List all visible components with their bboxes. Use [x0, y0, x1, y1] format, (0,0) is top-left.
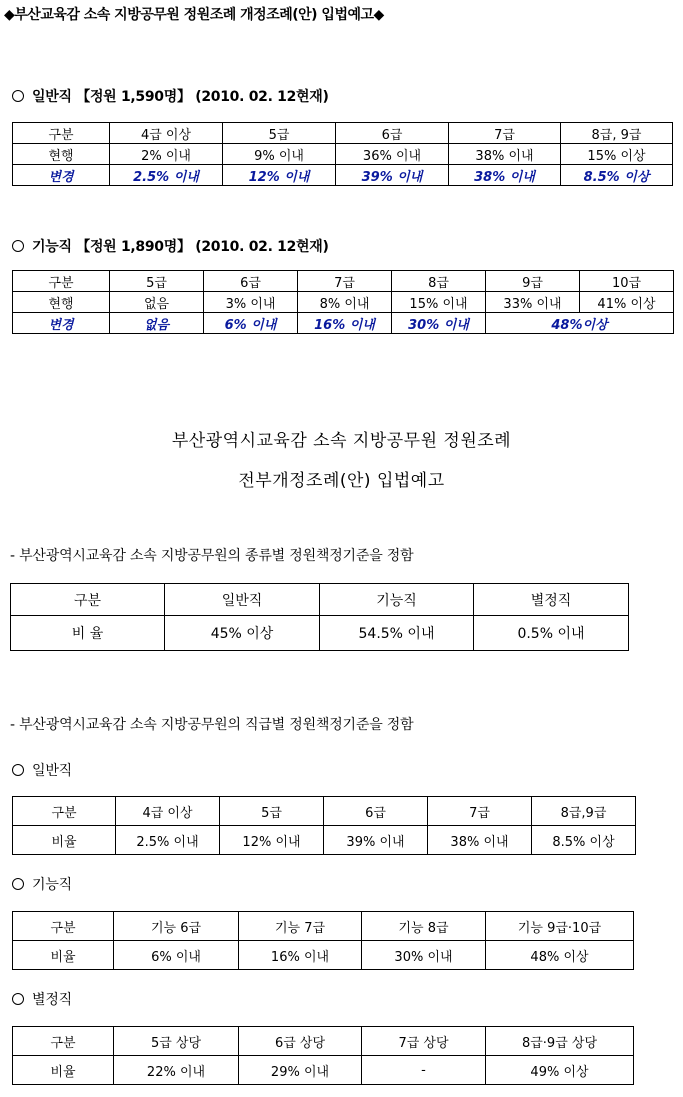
grade-general-label-text: 일반직 [32, 763, 72, 779]
notice-title-line2: 전부개정조례(안) 입법예고 [238, 471, 445, 491]
table-cell: 30% 이내 [392, 313, 486, 334]
grade-special-label-text: 별정직 [32, 992, 72, 1008]
technical-heading [12, 236, 329, 256]
table-cell: 12% 이내 [220, 826, 324, 855]
table-cell: 없음 [110, 292, 204, 313]
table-cell: 기능 9급·10급 [486, 912, 634, 941]
table-cell: 2% 이내 [110, 144, 223, 165]
table-cell: 38% 이내 [449, 144, 561, 165]
table-cell: 5급 [220, 797, 324, 826]
table-cell: 49% 이상 [486, 1056, 634, 1085]
grade-general-label [12, 760, 72, 780]
table-cell: 39% 이내 [336, 165, 449, 186]
table-cell: 2.5% 이내 [110, 165, 223, 186]
circle-bullet-icon [12, 878, 24, 890]
table-cell: 22% 이내 [114, 1056, 239, 1085]
grade-technical-label-text: 기능직 [32, 877, 72, 893]
grade-technical-table [12, 911, 634, 970]
table-row [13, 941, 634, 970]
technical-table [12, 270, 674, 334]
table-cell: 변경 [13, 313, 110, 334]
notice-title-line1: 부산광역시교육감 소속 지방공무원 정원조례 [171, 431, 512, 451]
table-row [11, 616, 629, 651]
table-cell: - [362, 1056, 486, 1085]
table-row [13, 797, 636, 826]
table-cell: 38% 이내 [428, 826, 532, 855]
table-cell: 구분 [13, 123, 110, 144]
table-cell: 9% 이내 [223, 144, 336, 165]
table-cell: 구분 [13, 912, 114, 941]
table-cell: 48%이상 [486, 313, 674, 334]
table-cell: 48% 이상 [486, 941, 634, 970]
table-cell: 9급 [486, 271, 580, 292]
table-cell: 12% 이내 [223, 165, 336, 186]
table-row [13, 1027, 634, 1056]
table-cell: 5급 [110, 271, 204, 292]
table-cell: 16% 이내 [298, 313, 392, 334]
table-cell: 6% 이내 [204, 313, 298, 334]
table-cell: 변경 [13, 165, 110, 186]
table-row [13, 144, 673, 165]
table-row [11, 584, 629, 616]
table-cell: 6급 상당 [239, 1027, 362, 1056]
table-cell: 구분 [13, 797, 116, 826]
table-cell: 기능 6급 [114, 912, 239, 941]
grade-standard-heading: - 부산광역시교육감 소속 지방공무원의 직급별 정원책정기준을 정함 [10, 717, 414, 733]
table-cell: 8급 [392, 271, 486, 292]
table-cell: 기능직 [320, 584, 474, 616]
table-cell: 4급 이상 [116, 797, 220, 826]
circle-bullet-icon [12, 764, 24, 776]
table-row [13, 292, 674, 313]
table-row [13, 912, 634, 941]
table-cell: 비율 [13, 826, 116, 855]
table-row [13, 1056, 634, 1085]
table-cell: 16% 이내 [239, 941, 362, 970]
table-cell: 현행 [13, 292, 110, 313]
table-row [13, 271, 674, 292]
table-cell: 30% 이내 [362, 941, 486, 970]
table-cell: 4급 이상 [110, 123, 223, 144]
table-cell: 8급·9급 상당 [486, 1027, 634, 1056]
grade-special-label [12, 989, 72, 1009]
table-cell: 6급 [336, 123, 449, 144]
general-table [12, 122, 673, 186]
table-cell: 41% 이상 [580, 292, 674, 313]
table-cell: 기능 7급 [239, 912, 362, 941]
table-row [13, 123, 673, 144]
table-cell: 15% 이상 [561, 144, 673, 165]
type-standard-table [10, 583, 629, 651]
table-cell: 8급,9급 [532, 797, 636, 826]
table-cell: 7급 [298, 271, 392, 292]
table-cell: 6% 이내 [114, 941, 239, 970]
grade-technical-label [12, 874, 72, 894]
circle-bullet-icon [12, 240, 24, 252]
circle-bullet-icon [12, 90, 24, 102]
table-cell: 기능 8급 [362, 912, 486, 941]
circle-bullet-icon [12, 993, 24, 1005]
table-cell: 8.5% 이상 [532, 826, 636, 855]
table-cell: 7급 [428, 797, 532, 826]
table-cell: 일반직 [165, 584, 320, 616]
table-cell: 비율 [13, 941, 114, 970]
table-cell: 구분 [11, 584, 165, 616]
table-cell: 10급 [580, 271, 674, 292]
table-row [13, 826, 636, 855]
table-cell: 36% 이내 [336, 144, 449, 165]
table-cell: 2.5% 이내 [116, 826, 220, 855]
table-cell: 8급, 9급 [561, 123, 673, 144]
table-cell: 6급 [204, 271, 298, 292]
table-cell: 6급 [324, 797, 428, 826]
table-cell: 현행 [13, 144, 110, 165]
table-cell: 별정직 [474, 584, 629, 616]
table-cell: 54.5% 이내 [320, 616, 474, 651]
table-cell: 구분 [13, 271, 110, 292]
table-cell: 7급 상당 [362, 1027, 486, 1056]
table-cell: 5급 상당 [114, 1027, 239, 1056]
technical-heading-text: 기능직 【정원 1,890명】 (2010. 02. 12현재) [32, 239, 329, 255]
table-cell: 8.5% 이상 [561, 165, 673, 186]
type-standard-heading: - 부산광역시교육감 소속 지방공무원의 종류별 정원책정기준을 정함 [10, 548, 414, 564]
grade-special-table [12, 1026, 634, 1085]
table-cell: 39% 이내 [324, 826, 428, 855]
table-cell: 15% 이내 [392, 292, 486, 313]
table-cell: 8% 이내 [298, 292, 392, 313]
table-row [13, 165, 673, 186]
table-cell: 비율 [13, 1056, 114, 1085]
table-cell: 7급 [449, 123, 561, 144]
table-cell: 비 율 [11, 616, 165, 651]
table-cell: 33% 이내 [486, 292, 580, 313]
table-row [13, 313, 674, 334]
table-cell: 3% 이내 [204, 292, 298, 313]
document-title: ◆부산교육감 소속 지방공무원 정원조례 개정조례(안) 입법예고◆ [4, 7, 384, 23]
table-cell: 38% 이내 [449, 165, 561, 186]
general-heading-text: 일반직 【정원 1,590명】 (2010. 02. 12현재) [32, 89, 329, 105]
table-cell: 29% 이내 [239, 1056, 362, 1085]
table-cell: 0.5% 이내 [474, 616, 629, 651]
table-cell: 없음 [110, 313, 204, 334]
table-cell: 5급 [223, 123, 336, 144]
general-heading [12, 86, 329, 106]
table-cell: 구분 [13, 1027, 114, 1056]
grade-general-table [12, 796, 636, 855]
table-cell: 45% 이상 [165, 616, 320, 651]
